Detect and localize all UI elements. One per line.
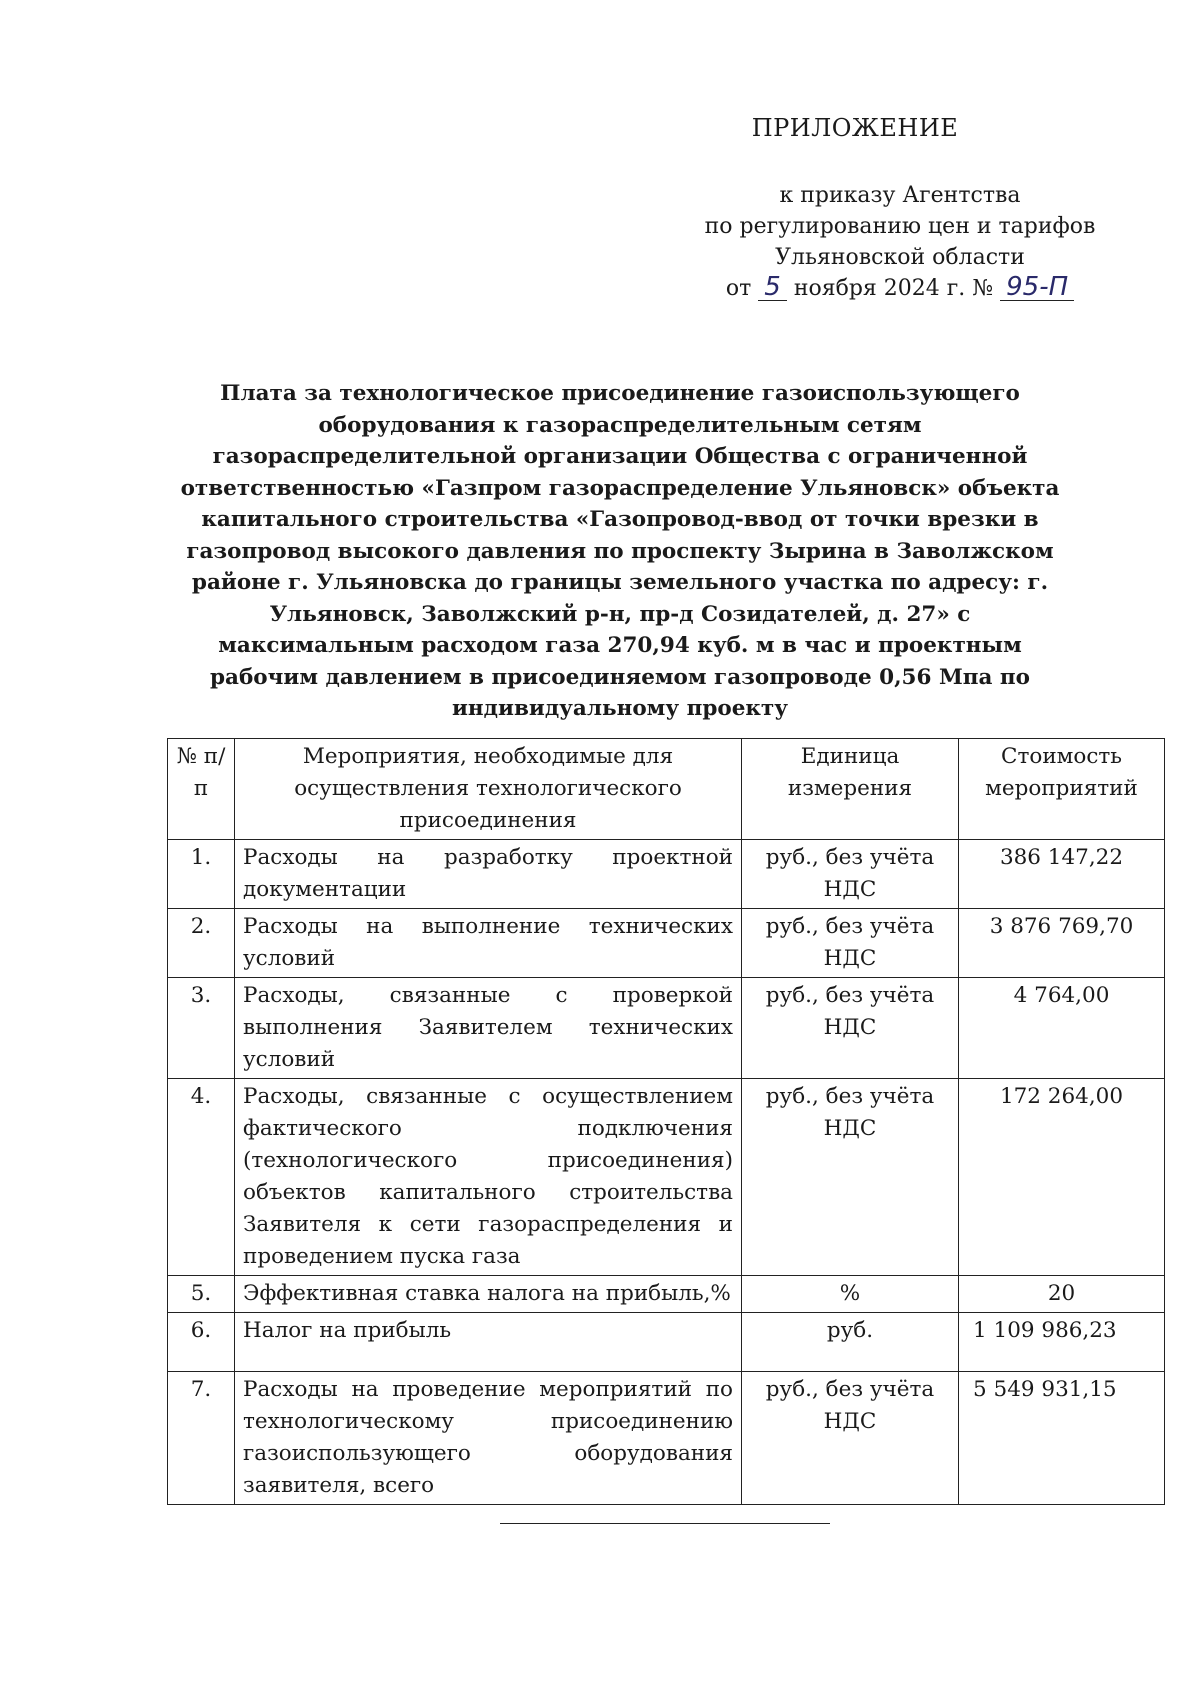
table-row	[168, 840, 1165, 909]
row-cost: 1 109 986,23	[959, 1313, 1165, 1372]
row-unit: руб., без учёта НДС	[742, 978, 959, 1079]
table-row	[168, 1313, 1165, 1372]
row-desc: Налог на прибыль	[235, 1313, 742, 1372]
order-line-3: Ульяновской области	[775, 245, 1025, 270]
row-desc: Расходы на разработку проектной документации	[235, 840, 742, 909]
table-row	[168, 1276, 1165, 1313]
row-num: 5.	[168, 1276, 235, 1313]
row-desc: Расходы, связанные с осуществлением фактического подключения (технологического присоединения) объектов капитального строительства Заявителя к сети газораспределения и проведением пуска газа	[235, 1079, 742, 1276]
row-num: 2.	[168, 909, 235, 978]
order-number: 95-П	[1000, 274, 1074, 301]
row-cost: 20	[959, 1276, 1165, 1313]
row-cost: 3 876 769,70	[959, 909, 1165, 978]
row-cost: 172 264,00	[959, 1079, 1165, 1276]
row-num: 3.	[168, 978, 235, 1079]
header-num: № п/п	[168, 739, 235, 840]
date-rest: ноября 2024 г. №	[793, 276, 994, 301]
header-cost: Стоимость мероприятий	[959, 739, 1165, 840]
row-unit: руб., без учёта НДС	[742, 909, 959, 978]
table-header-row	[168, 739, 1165, 840]
row-num: 1.	[168, 840, 235, 909]
table-row	[168, 1372, 1165, 1505]
row-desc: Эффективная ставка налога на прибыль,%	[235, 1276, 742, 1313]
order-line-2: по регулированию цен и тарифов	[704, 214, 1096, 239]
row-cost: 386 147,22	[959, 840, 1165, 909]
order-line-1: к приказу Агентства	[779, 183, 1021, 208]
row-desc: Расходы на выполнение технических условий	[235, 909, 742, 978]
row-num: 6.	[168, 1313, 235, 1372]
row-num: 4.	[168, 1079, 235, 1276]
row-unit: руб., без учёта НДС	[742, 1372, 959, 1505]
date-prefix: от	[725, 276, 752, 301]
date-day: 5	[758, 274, 787, 301]
row-unit: руб., без учёта НДС	[742, 840, 959, 909]
order-date-line	[680, 273, 1120, 304]
table-row	[168, 909, 1165, 978]
row-unit: руб., без учёта НДС	[742, 1079, 959, 1276]
end-divider	[500, 1523, 830, 1524]
appendix-title: ПРИЛОЖЕНИЕ	[751, 114, 959, 142]
table-row	[168, 1079, 1165, 1276]
appendix-header	[720, 114, 990, 176]
row-desc: Расходы на проведение мероприятий по технологическому присоединению газоиспользующего оборудования заявителя, всего	[235, 1372, 742, 1505]
row-unit: руб.	[742, 1313, 959, 1372]
costs-table	[167, 738, 1165, 1505]
row-cost: 5 549 931,15	[959, 1372, 1165, 1505]
header-unit: Единица измерения	[742, 739, 959, 840]
row-num: 7.	[168, 1372, 235, 1505]
table-row	[168, 978, 1165, 1079]
row-cost: 4 764,00	[959, 978, 1165, 1079]
document-title: Плата за технологическое присоединение газоиспользующего оборудования к газораспределительным сетям газораспределительной организации Общества с ограниченной ответственностью «Газпром газораспределение Ульяновск» объекта капитального строительства «Газопровод-ввод от точки врезки в газопровод высокого давления по проспекту Зырина в Заволжском районе г. Ульяновска до границы земельного участка по адресу: г. Ульяновск, Заволжский р-н, пр-д Созидателей, д. 27» с максимальным расходом газа 270,94 куб. м в час и проектным рабочим давлением в присоединяемом газопроводе 0,56 Мпа по индивидуальному проекту	[180, 381, 1060, 721]
order-reference	[680, 180, 1120, 304]
header-desc: Мероприятия, необходимые для осуществления технологического присоединения	[235, 739, 742, 840]
row-unit: %	[742, 1276, 959, 1313]
row-desc: Расходы, связанные с проверкой выполнения Заявителем технических условий	[235, 978, 742, 1079]
